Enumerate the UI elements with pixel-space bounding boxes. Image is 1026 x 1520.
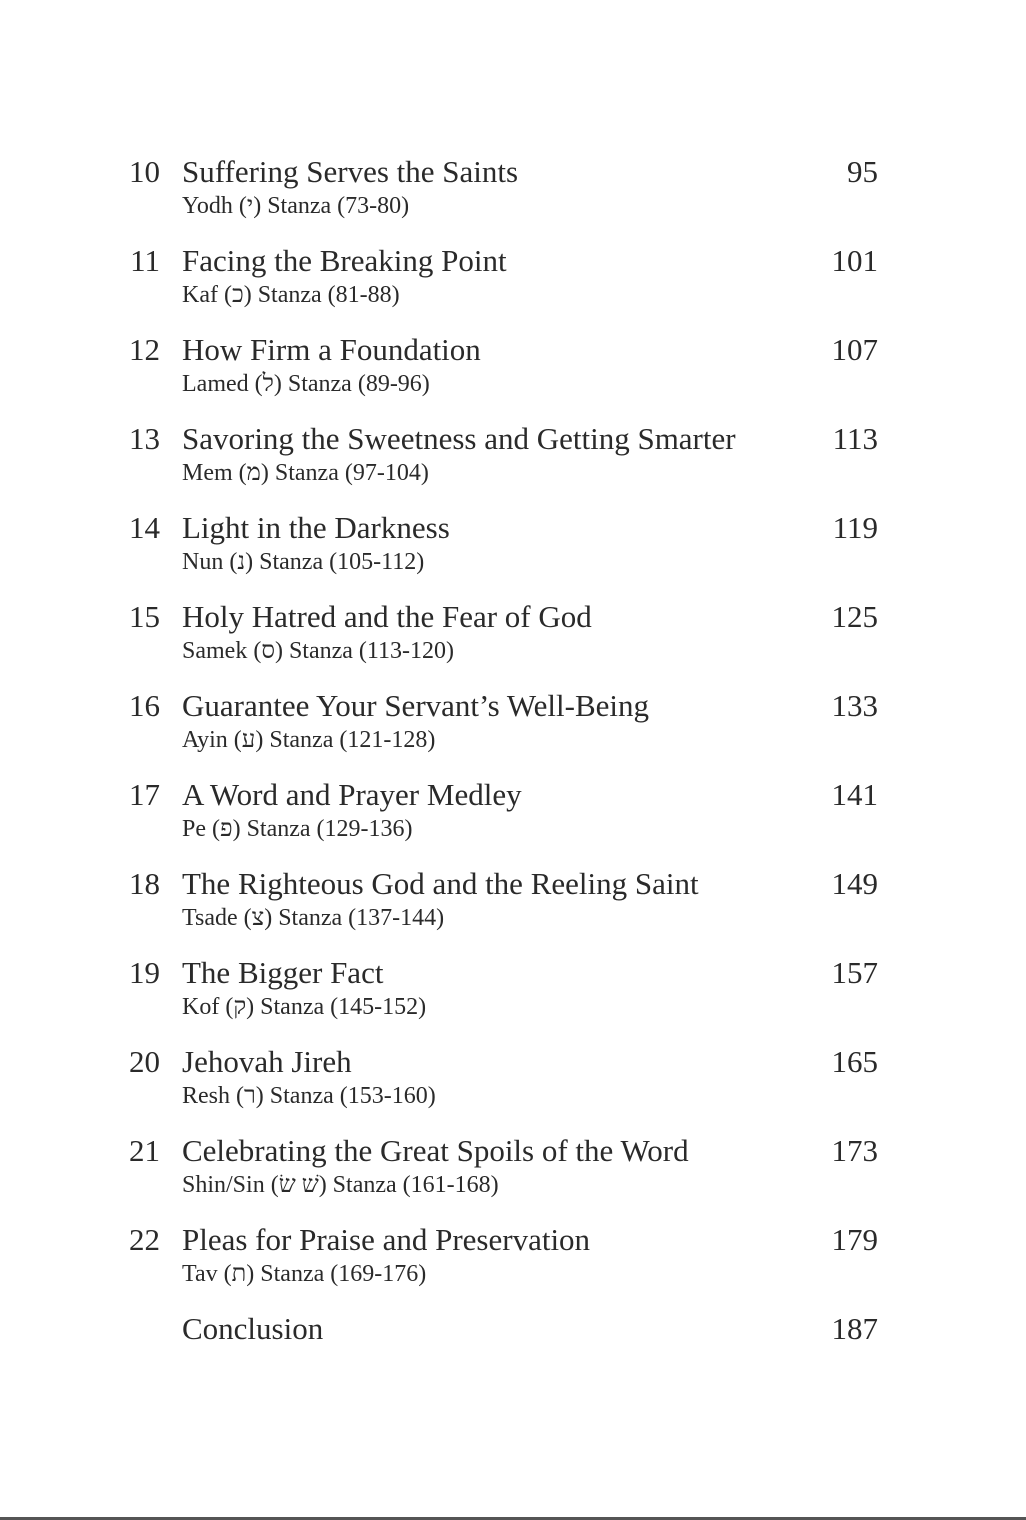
toc-entry-21[interactable] <box>0 1131 1026 1220</box>
chapter-subtitle: Nun (נ) Stanza (105-112) <box>182 549 425 575</box>
chapter-title[interactable]: Suffering Serves the Saints <box>182 154 519 189</box>
chapter-title[interactable]: Facing the Breaking Point <box>182 243 507 278</box>
chapter-subtitle: Tsade (צ) Stanza (137-144) <box>182 905 445 931</box>
page-number[interactable]: 113 <box>832 421 878 456</box>
chapter-subtitle: Mem (מ) Stanza (97-104) <box>182 460 429 486</box>
page-number[interactable]: 119 <box>832 510 878 545</box>
chapter-number: 18 <box>129 866 160 901</box>
chapter-number: 16 <box>129 688 160 723</box>
table-of-contents <box>0 152 1026 1398</box>
toc-entry-conclusion[interactable] <box>0 1309 1026 1398</box>
page-number[interactable]: 133 <box>831 688 878 723</box>
toc-entry-14[interactable] <box>0 508 1026 597</box>
page-number[interactable]: 125 <box>831 599 878 634</box>
chapter-subtitle: Kof (ק) Stanza (145-152) <box>182 994 427 1020</box>
chapter-number: 13 <box>129 421 160 456</box>
chapter-number: 19 <box>129 955 160 990</box>
chapter-title[interactable]: How Firm a Foundation <box>182 332 481 367</box>
page-number[interactable]: 107 <box>831 332 878 367</box>
chapter-title[interactable]: Pleas for Praise and Preservation <box>182 1222 591 1257</box>
chapter-subtitle: Shin/Sin (שׁ שׂ) Stanza (161-168) <box>182 1172 499 1198</box>
chapter-title[interactable]: Guarantee Your Servant’s Well-Being <box>182 688 650 723</box>
page-number[interactable]: 173 <box>831 1133 878 1168</box>
page-number[interactable]: 165 <box>831 1044 878 1079</box>
toc-entry-19[interactable] <box>0 953 1026 1042</box>
toc-entry-18[interactable] <box>0 864 1026 953</box>
chapter-title[interactable]: Light in the Darkness <box>182 510 450 545</box>
chapter-number: 21 <box>129 1133 160 1168</box>
toc-entry-20[interactable] <box>0 1042 1026 1131</box>
toc-entry-13[interactable] <box>0 419 1026 508</box>
chapter-subtitle: Pe (פ) Stanza (129-136) <box>182 816 413 842</box>
chapter-subtitle: Lamed (ל) Stanza (89-96) <box>182 371 430 397</box>
chapter-title[interactable]: Celebrating the Great Spoils of the Word <box>182 1133 689 1168</box>
chapter-title[interactable]: The Bigger Fact <box>182 955 384 990</box>
chapter-number: 17 <box>129 777 160 812</box>
chapter-subtitle: Samek (ס) Stanza (113-120) <box>182 638 455 664</box>
chapter-subtitle: Yodh (י) Stanza (73-80) <box>182 193 410 219</box>
chapter-subtitle: Kaf (כ) Stanza (81-88) <box>182 282 400 308</box>
toc-entry-11[interactable] <box>0 241 1026 330</box>
toc-entry-16[interactable] <box>0 686 1026 775</box>
toc-entry-17[interactable] <box>0 775 1026 864</box>
chapter-subtitle: Ayin (ע) Stanza (121-128) <box>182 727 436 753</box>
chapter-title[interactable]: Holy Hatred and the Fear of God <box>182 599 592 634</box>
page-number[interactable]: 179 <box>831 1222 878 1257</box>
page-number[interactable]: 101 <box>831 243 878 278</box>
chapter-title[interactable]: Conclusion <box>182 1311 324 1346</box>
chapter-title[interactable]: Jehovah Jireh <box>182 1044 352 1079</box>
toc-entry-22[interactable] <box>0 1220 1026 1309</box>
chapter-title[interactable]: The Righteous God and the Reeling Saint <box>182 866 699 901</box>
chapter-title[interactable]: A Word and Prayer Medley <box>182 777 522 812</box>
chapter-number: 15 <box>129 599 160 634</box>
chapter-number: 12 <box>129 332 160 367</box>
page-number[interactable]: 187 <box>831 1311 878 1346</box>
page-number[interactable]: 149 <box>831 866 878 901</box>
page-number[interactable]: 95 <box>847 154 878 189</box>
chapter-number: 11 <box>130 243 160 278</box>
toc-entry-10[interactable] <box>0 152 1026 241</box>
toc-entry-15[interactable] <box>0 597 1026 686</box>
chapter-number: 20 <box>129 1044 160 1079</box>
page-number[interactable]: 141 <box>831 777 878 812</box>
chapter-number: 22 <box>129 1222 160 1257</box>
toc-entry-12[interactable] <box>0 330 1026 419</box>
chapter-subtitle: Tav (ת) Stanza (169-176) <box>182 1261 427 1287</box>
chapter-title[interactable]: Savoring the Sweetness and Getting Smarter <box>182 421 736 456</box>
chapter-number: 14 <box>129 510 160 545</box>
chapter-number: 10 <box>129 154 160 189</box>
page-number[interactable]: 157 <box>831 955 878 990</box>
chapter-subtitle: Resh (ר) Stanza (153-160) <box>182 1083 436 1109</box>
